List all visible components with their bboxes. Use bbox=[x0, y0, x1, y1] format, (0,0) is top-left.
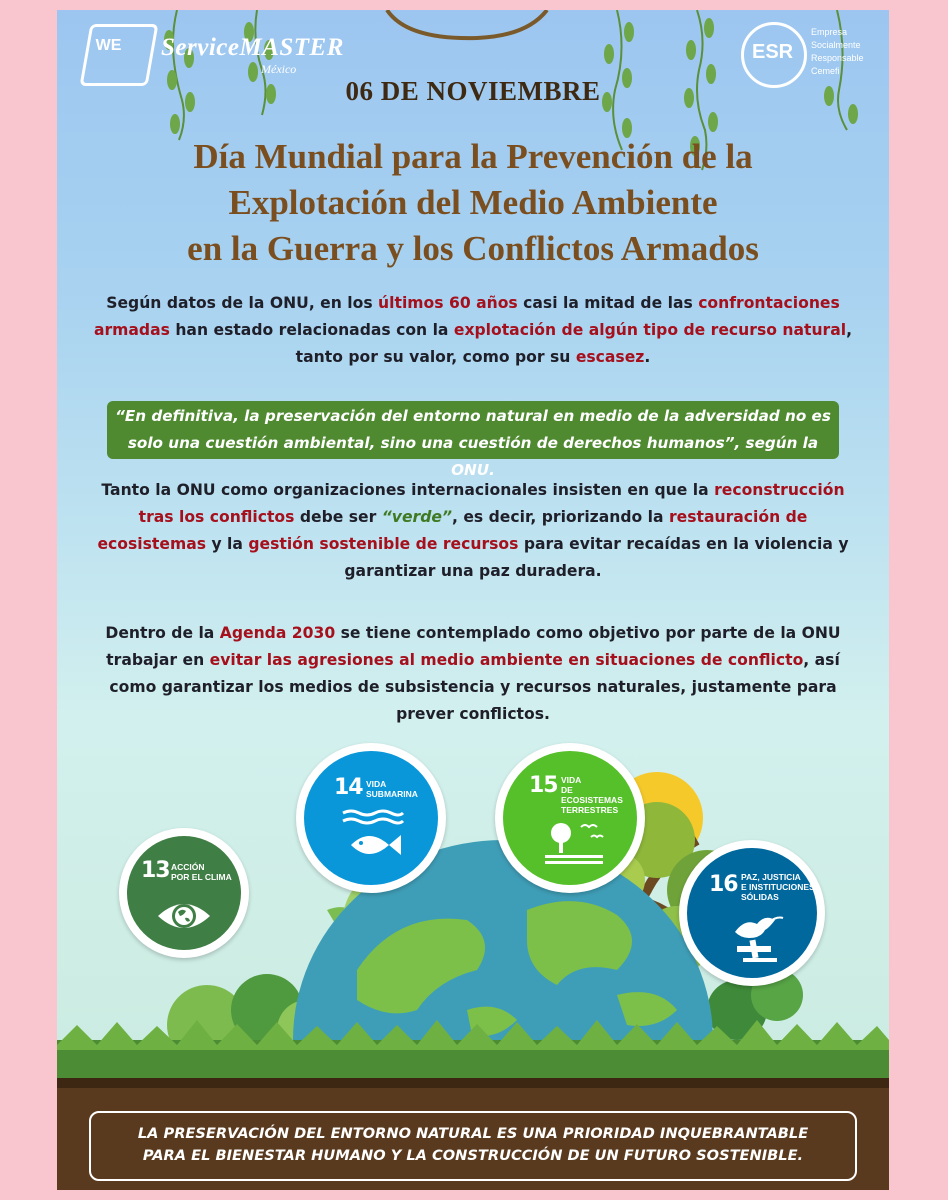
event-date: 06 DE NOVIEMBRE bbox=[345, 76, 601, 106]
earth-landscape-illustration bbox=[57, 10, 889, 1190]
dove-gavel-icon bbox=[723, 910, 793, 964]
sdg-14-badge: 14 VIDA SUBMARINA bbox=[296, 743, 446, 893]
sdg-16-badge: 16 PAZ, JUSTICIA E INSTITUCIONES SÓLIDAS bbox=[679, 840, 825, 986]
agenda-2030-paragraph: Dentro de la Agenda 2030 se tiene contemplado como objetivo por parte de la ONU trabajar en evitar las agresiones al medio ambiente en situaciones de conflicto, así como garantizar los medios de subsistencia y recursos naturales, justamente para prever conflictos. bbox=[105, 624, 841, 723]
we-logo-mark: WE bbox=[80, 24, 159, 86]
intro-paragraph: Según datos de la ONU, en los últimos 60 años casi la mitad de las confrontaciones armadas han estado relacionadas con la explotación de algún tipo de recurso natural, tanto por su valor, como por su escasez. bbox=[93, 294, 853, 366]
brand-name: ServiceMASTER bbox=[161, 34, 344, 61]
esr-logo-mark: ESR bbox=[741, 22, 807, 88]
onu-quote-box: “En definitiva, la preservación del entorno natural en medio de la adversidad no es solo una cuestión ambiental, sino una cuestión de derechos humanos”, según la ONU. bbox=[107, 401, 839, 459]
closing-statement-box: LA PRESERVACIÓN DEL ENTORNO NATURAL ES UNA PRIORIDAD INQUEBRANTABLE PARA EL BIENESTAR HUMANO Y LA CONSTRUCCIÓN DE UN FUTURO SOSTENIBLE. bbox=[89, 1111, 857, 1181]
tree-birds-icon bbox=[541, 817, 611, 867]
poster bbox=[57, 10, 889, 1190]
reconstruction-paragraph: Tanto la ONU como organizaciones internacionales insisten en que la reconstrucción tras los conflictos debe ser “verde”, es decir, priorizando la restauración de ecosistemas y la gestión sostenible de recursos para evitar recaídas en la violencia y garantizar una paz duradera. bbox=[97, 481, 849, 580]
sdg-13-badge: 13 ACCIÓN POR EL CLIMA bbox=[119, 828, 249, 958]
eye-globe-icon bbox=[154, 896, 214, 936]
brand-sub: México bbox=[261, 62, 297, 76]
esr-logo-text: Empresa Socialmente Responsable Cemefi bbox=[811, 27, 864, 76]
sdg-15-badge: 15 VIDA DE ECOSISTEMAS TERRESTRES bbox=[495, 743, 645, 893]
page-title: Día Mundial para la Prevención de la Explotación del Medio Ambiente en la Guerra y los Conflictos Armados bbox=[187, 137, 759, 268]
fish-icon bbox=[337, 807, 407, 863]
